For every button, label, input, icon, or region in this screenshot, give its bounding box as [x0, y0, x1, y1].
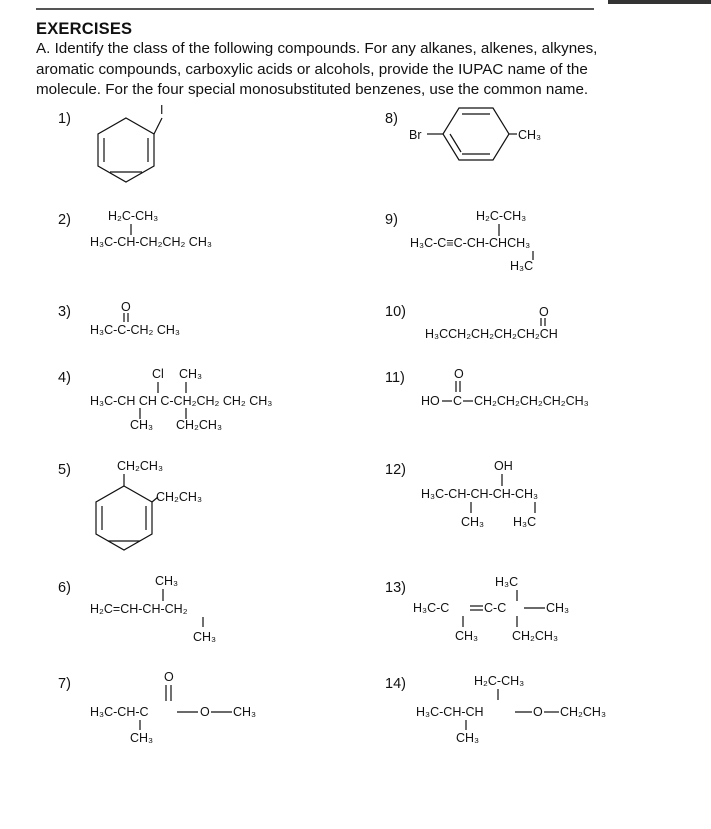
compound-3 [90, 300, 180, 337]
compound-13 [413, 575, 569, 643]
compound-8 [409, 108, 541, 160]
ethyl-bottom: CH₂CH₃ [512, 629, 559, 643]
formula-main: H₃C-CH-C [90, 705, 149, 719]
iodo-substituent: I [160, 103, 164, 117]
ethyl-top: H₂C-CH₃ [474, 674, 525, 688]
ethyl-right: CH₂CH₃ [560, 705, 607, 719]
compound-2 [90, 209, 212, 249]
problem-number-6: 6) [58, 580, 71, 596]
carbonyl-oxygen: O [454, 367, 464, 381]
methyl-bottom: CH₃ [130, 731, 154, 745]
problem-number-1: 1) [58, 111, 71, 127]
problem-number-12: 12) [385, 462, 406, 478]
compound-12 [421, 459, 538, 529]
compound-14 [416, 674, 606, 745]
methoxy-methyl: CH₃ [233, 705, 257, 719]
compound-4 [90, 367, 272, 432]
formula-main: H₃C-CH CH C-CH₂CH₂ CH₂ CH₃ [90, 394, 273, 408]
instruction-line: molecule. For the four special monosubstituted benzenes, use the common name. [36, 81, 589, 98]
problem-number-8: 8) [385, 111, 398, 127]
problem-number-2: 2) [58, 212, 71, 228]
carbonyl-carbon: C [453, 394, 463, 408]
formula-top: H₂C-CH₃ [108, 209, 159, 223]
hydroxyl-group: HO [421, 394, 440, 408]
compound-7 [90, 670, 256, 745]
methyl-bottom-2: H₃C [513, 515, 537, 529]
ethyl-bottom: CH₂CH₃ [176, 418, 223, 432]
carbonyl-oxygen: O [539, 305, 549, 319]
problem-number-3: 3) [58, 304, 71, 320]
formula-main: H₂C=CH-CH-CH₂ [90, 602, 188, 616]
methyl-bottom-1: CH₃ [461, 515, 485, 529]
formula-main: H₃C-CH-CH [416, 705, 484, 719]
formula-main-left: H₃C-C [413, 601, 450, 615]
formula-main-mid: C-C [484, 601, 507, 615]
compound-1 [98, 103, 163, 182]
instruction-line: A. Identify the class of the following compounds. For any alkanes, alkenes, alkynes, [36, 40, 598, 57]
methyl-bottom: CH₃ [455, 629, 479, 643]
compound-5 [96, 459, 202, 550]
ether-oxygen: O [533, 705, 543, 719]
ester-oxygen: O [200, 705, 210, 719]
exercises-heading: EXERCISES [36, 20, 133, 38]
alkyl-chain: CH₂CH₂CH₂CH₂CH₃ [474, 394, 589, 408]
methyl-bottom: CH₃ [193, 630, 217, 644]
chloro-substituent: Cl [152, 367, 164, 381]
benzene-ring [443, 108, 509, 160]
problem-number-11: 11) [385, 370, 405, 386]
methyl-top: CH₃ [179, 367, 203, 381]
carbonyl-oxygen: O [121, 300, 131, 314]
compound-6 [90, 574, 216, 644]
methyl-bottom: H₃C [510, 259, 534, 273]
problem-number-10: 10) [385, 304, 406, 320]
compound-11 [421, 367, 589, 408]
problem-number-13: 13) [385, 580, 406, 596]
compound-9 [410, 209, 533, 273]
formula-main: H₃C-CH-CH-CH-CH₃ [421, 487, 539, 501]
problem-number-4: 4) [58, 370, 71, 386]
methyl-right: CH₃ [546, 601, 570, 615]
problem-number-5: 5) [58, 462, 71, 478]
methyl-bottom: CH₃ [456, 731, 480, 745]
carbonyl-oxygen: O [164, 670, 174, 684]
ethyl-substituent-1: CH₂CH₃ [117, 459, 164, 473]
bromo-substituent: Br [409, 128, 422, 142]
hydroxyl-group: OH [494, 459, 513, 473]
methyl-top: H₃C [495, 575, 519, 589]
problem-number-7: 7) [58, 676, 71, 692]
ethyl-substituent-2: CH₂CH₃ [156, 490, 203, 504]
problem-number-14: 14) [385, 676, 406, 692]
formula-main: H₃C-CH-CH₂CH₂ CH₃ [90, 235, 212, 249]
methyl-bottom: CH₃ [130, 418, 154, 432]
problem-number-9: 9) [385, 212, 398, 228]
formula-main: H₃C-C-CH₂ CH₃ [90, 323, 181, 337]
methyl-top: CH₃ [155, 574, 179, 588]
ethyl-top: H₂C-CH₃ [476, 209, 527, 223]
instruction-line: aromatic compounds, carboxylic acids or alcohols, provide the IUPAC name of the [36, 60, 588, 78]
formula-main: H₃C-C≡C-CH-CHCH₃ [410, 236, 531, 250]
compound-10 [425, 305, 558, 341]
formula-main: H₃CCH₂CH₂CH₂CH₂CH [425, 327, 558, 341]
methyl-substituent: CH₃ [518, 128, 542, 142]
